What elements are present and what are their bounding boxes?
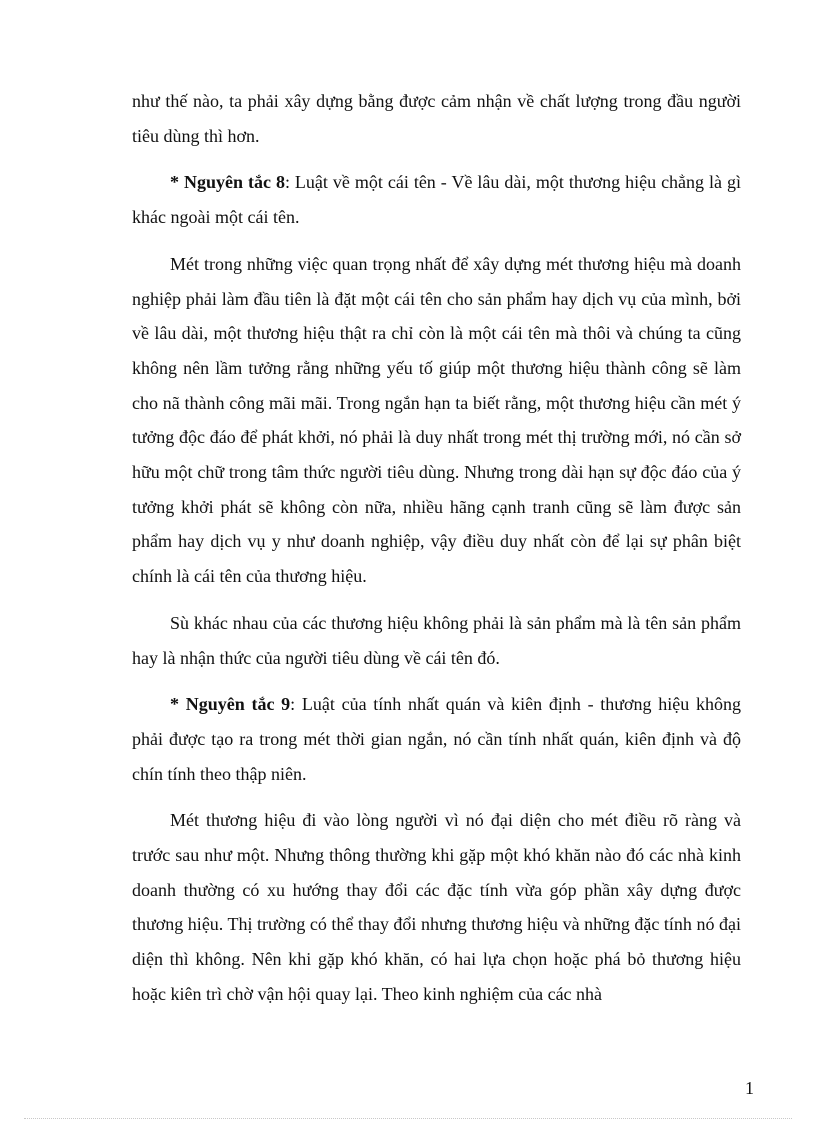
- paragraph-principle-8: [132, 165, 741, 234]
- paragraph-text: : Luật về một cái tên - Về lâu dài, một thương hiệu chẳng là gì khác ngoài một cái tên.: [132, 172, 742, 228]
- paragraph-text: Sù khác nhau của các thương hiệu không phải là sản phẩm mà là tên sản phẩm hay là nhận thức của người tiêu dùng về cái tên đó.: [132, 612, 741, 668]
- paragraph-continuation: [132, 84, 741, 153]
- paragraph-text: như thế nào, ta phải xây dựng bằng được cảm nhận về chất lượng trong đầu người tiêu dùng thì hơn.: [132, 91, 741, 146]
- footer-divider: [24, 1118, 792, 1119]
- page-number: 1: [745, 1078, 754, 1098]
- paragraph-text: Mét trong những việc quan trọng nhất để xây dựng mét thương hiệu mà doanh nghiệp phải làm đầu tiên là đặt một cái tên cho sản phẩm hay dịch vụ của mình, bởi về lâu dài, một thương hiệu thật ra chỉ còn là một cái tên mà thôi và chúng ta cũng không nên lầm tưởng rằng những yếu tố giúp một thương hiệu thành công sẽ làm cho nã thành công mãi mãi. Trong ngắn hạn ta biết rằng, một thương hiệu cần mét ý tưởng độc đáo để phát khởi, nó phải là duy nhất trong mét thị trường mới, nó cần sở hữu một chữ trong tâm thức người tiêu dùng. Nhưng trong dài hạn sự độc đáo của ý tưởng khởi phát sẽ không còn nữa, nhiều hãng cạnh tranh cũng sẽ làm được sản phẩm hay dịch vụ y như doanh nghiệp, vậy điều duy nhất còn để lại sự phân biệt chính là cái tên của thương hiệu.: [132, 253, 741, 587]
- body-text: [132, 84, 741, 1012]
- principle-8-label: * Nguyên tắc 8: [170, 172, 285, 193]
- paragraph-text: : Luật của tính nhất quán và kiên định - thương hiệu không phải được tạo ra trong mét thời gian ngắn, nó cần tính nhất quán, kiên định và độ chín tính theo thập niên.: [132, 694, 741, 784]
- paragraph-brand-name: [132, 247, 741, 594]
- principle-9-label: * Nguyên tắc 9: [170, 694, 291, 715]
- paragraph-principle-9: [132, 687, 741, 791]
- paragraph-brand-difference: [132, 606, 741, 675]
- paragraph-consistency: [132, 803, 741, 1011]
- paragraph-text: Mét thương hiệu đi vào lòng người vì nó đại diện cho mét điều rõ ràng và trước sau như một. Nhưng thông thường khi gặp một khó khăn nào đó các nhà kinh doanh thường có xu hướng thay đổi các đặc tính vừa góp phần xây dựng được thương hiệu. Thị trường có thể thay đổi nhưng thương hiệu và những đặc tính nó đại diện thì không. Nên khi gặp khó khăn, có hai lựa chọn hoặc phá bỏ thương hiệu hoặc kiên trì chờ vận hội quay lại. Theo kinh nghiệm của các nhà: [132, 810, 741, 1004]
